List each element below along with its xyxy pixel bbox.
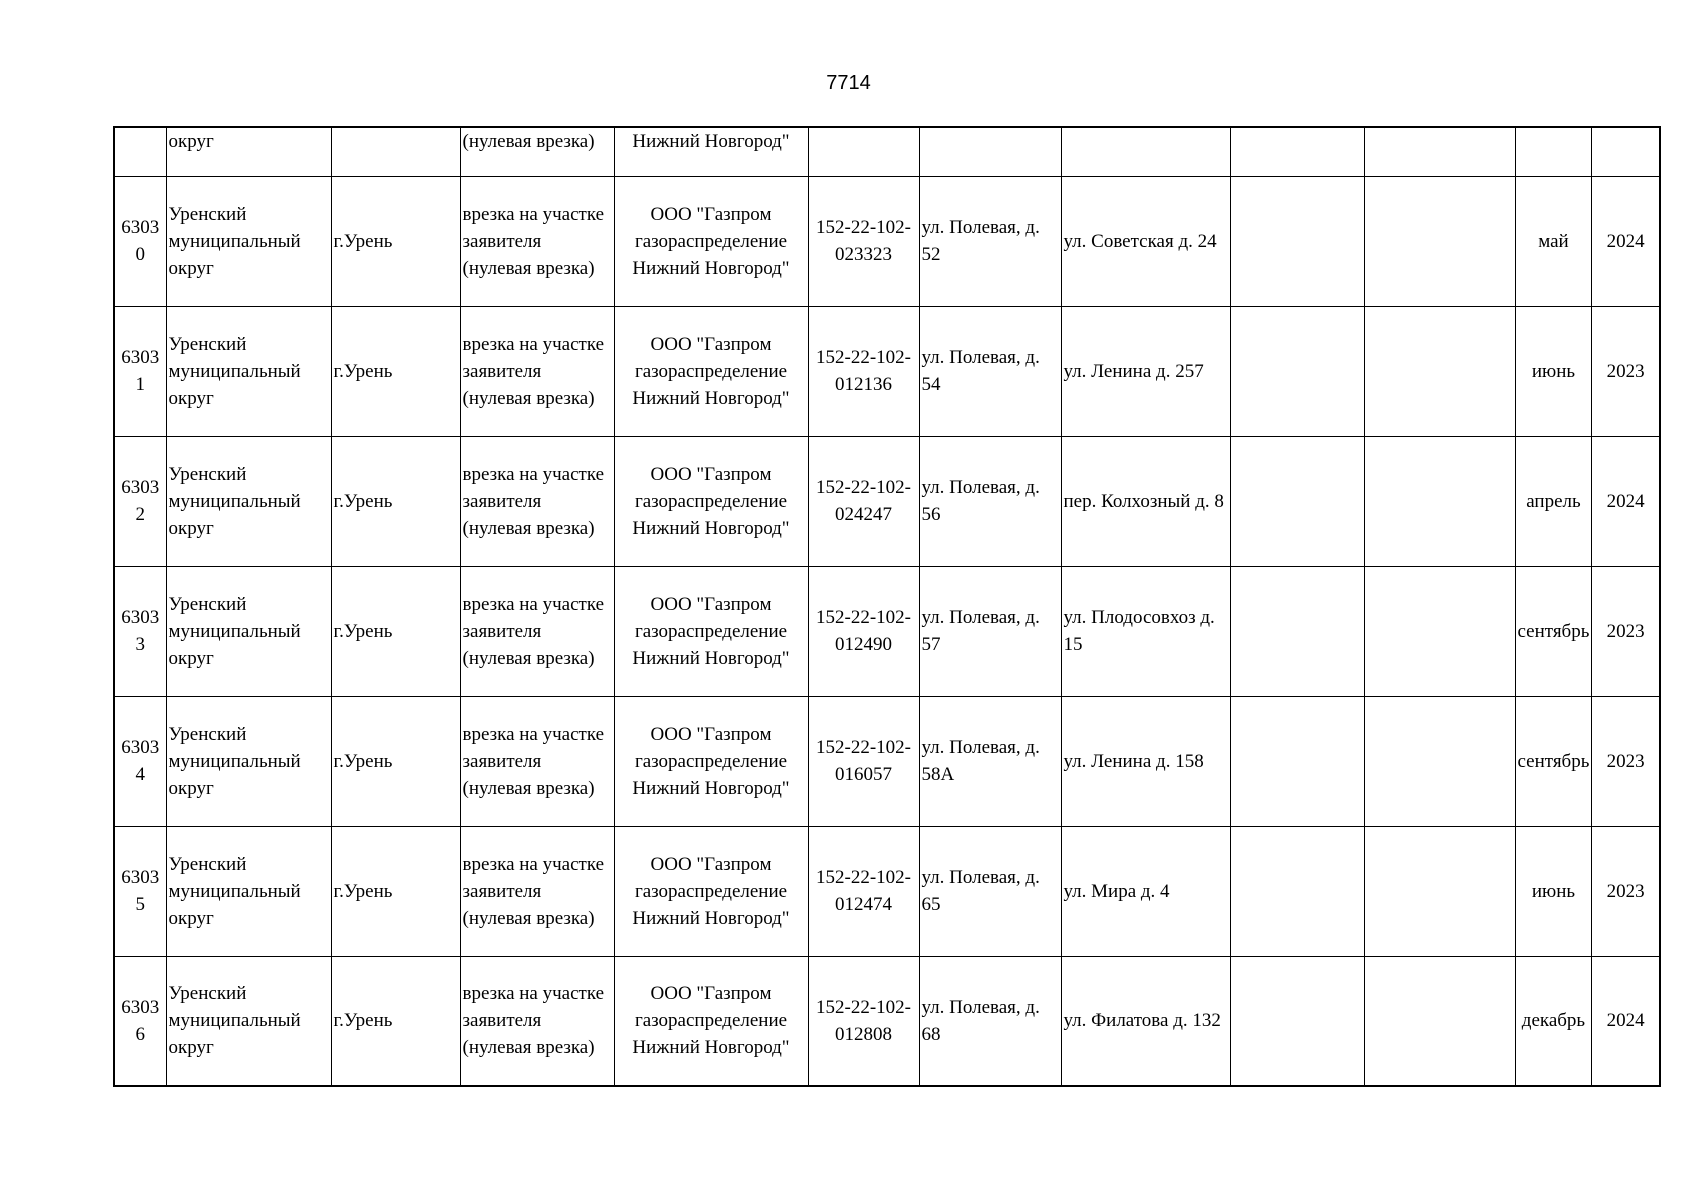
cell-organization: ООО "Газпром газораспределение Нижний Новгород" (614, 566, 808, 696)
cell-year: 2024 (1592, 176, 1660, 306)
table-row (114, 306, 1660, 436)
cell-empty-2 (1364, 436, 1515, 566)
cell-object: ул. Полевая, д. 58А (919, 696, 1061, 826)
cell-district: Уренский муниципальный округ (166, 696, 331, 826)
cell-address (1061, 127, 1230, 176)
cell-district: Уренский муниципальный округ (166, 306, 331, 436)
cell-address: ул. Ленина д. 158 (1061, 696, 1230, 826)
cell-connection-type: врезка на участке заявителя (нулевая врезка) (460, 826, 614, 956)
cell-num: 6303 4 (114, 696, 166, 826)
cell-address: ул. Советская д. 24 (1061, 176, 1230, 306)
cell-address: ул. Плодосовхоз д. 15 (1061, 566, 1230, 696)
table-row (114, 566, 1660, 696)
cell-city: г.Урень (331, 566, 460, 696)
cell-organization: ООО "Газпром газораспределение Нижний Новгород" (614, 826, 808, 956)
cell-object: ул. Полевая, д. 65 (919, 826, 1061, 956)
cell-num: 6303 1 (114, 306, 166, 436)
cell-empty-2 (1364, 566, 1515, 696)
cell-object: ул. Полевая, д. 52 (919, 176, 1061, 306)
cell-district: Уренский муниципальный округ (166, 956, 331, 1086)
cell-num: 6303 6 (114, 956, 166, 1086)
cell-connection-type: врезка на участке заявителя (нулевая врезка) (460, 956, 614, 1086)
cell-city (331, 127, 460, 176)
cell-empty-2 (1364, 826, 1515, 956)
cell-organization: ООО "Газпром газораспределение Нижний Новгород" (614, 696, 808, 826)
cell-empty-1 (1230, 436, 1364, 566)
cell-empty-2 (1364, 306, 1515, 436)
cell-district: Уренский муниципальный округ (166, 176, 331, 306)
cell-year (1592, 127, 1660, 176)
cell-month: июнь (1515, 826, 1592, 956)
cell-connection-type: врезка на участке заявителя (нулевая врезка) (460, 566, 614, 696)
cell-empty-1 (1230, 566, 1364, 696)
cell-address: пер. Колхозный д. 8 (1061, 436, 1230, 566)
page-number: 7714 (826, 72, 871, 94)
cell-connection-type: врезка на участке заявителя (нулевая врезка) (460, 176, 614, 306)
cell-object: ул. Полевая, д. 54 (919, 306, 1061, 436)
cell-city: г.Урень (331, 306, 460, 436)
table-row (114, 826, 1660, 956)
registry-table (113, 126, 1661, 1087)
cell-num (114, 127, 166, 176)
cell-year: 2024 (1592, 436, 1660, 566)
cell-city: г.Урень (331, 956, 460, 1086)
cell-code: 152-22-102- 012136 (808, 306, 919, 436)
cell-empty-1 (1230, 306, 1364, 436)
table-row (114, 956, 1660, 1086)
cell-month (1515, 127, 1592, 176)
cell-month: декабрь (1515, 956, 1592, 1086)
cell-num: 6303 3 (114, 566, 166, 696)
cell-code: 152-22-102- 012490 (808, 566, 919, 696)
registry-table-body (114, 127, 1660, 1086)
cell-month: июнь (1515, 306, 1592, 436)
cell-organization: Нижний Новгород" (614, 127, 808, 176)
cell-year: 2023 (1592, 306, 1660, 436)
cell-empty-1 (1230, 956, 1364, 1086)
cell-city: г.Урень (331, 176, 460, 306)
cell-year: 2023 (1592, 696, 1660, 826)
table-row (114, 436, 1660, 566)
cell-year: 2023 (1592, 826, 1660, 956)
cell-empty-2 (1364, 696, 1515, 826)
cell-city: г.Урень (331, 826, 460, 956)
cell-empty-1 (1230, 176, 1364, 306)
cell-empty-1 (1230, 127, 1364, 176)
cell-object: ул. Полевая, д. 57 (919, 566, 1061, 696)
cell-organization: ООО "Газпром газораспределение Нижний Новгород" (614, 956, 808, 1086)
cell-organization: ООО "Газпром газораспределение Нижний Новгород" (614, 176, 808, 306)
cell-empty-2 (1364, 956, 1515, 1086)
cell-address: ул. Ленина д. 257 (1061, 306, 1230, 436)
cell-code: 152-22-102- 024247 (808, 436, 919, 566)
cell-empty-2 (1364, 176, 1515, 306)
cell-year: 2023 (1592, 566, 1660, 696)
cell-empty-2 (1364, 127, 1515, 176)
cell-month: май (1515, 176, 1592, 306)
cell-connection-type: врезка на участке заявителя (нулевая врезка) (460, 696, 614, 826)
cell-district: Уренский муниципальный округ (166, 436, 331, 566)
table-row (114, 696, 1660, 826)
cell-district: Уренский муниципальный округ (166, 826, 331, 956)
cell-code: 152-22-102- 012808 (808, 956, 919, 1086)
cell-num: 6303 0 (114, 176, 166, 306)
cell-city: г.Урень (331, 696, 460, 826)
cell-connection-type: врезка на участке заявителя (нулевая врезка) (460, 306, 614, 436)
cell-organization: ООО "Газпром газораспределение Нижний Новгород" (614, 436, 808, 566)
cell-object: ул. Полевая, д. 56 (919, 436, 1061, 566)
cell-code: 152-22-102- 023323 (808, 176, 919, 306)
cell-district: округ (166, 127, 331, 176)
cell-month: апрель (1515, 436, 1592, 566)
cell-year: 2024 (1592, 956, 1660, 1086)
cell-code (808, 127, 919, 176)
cell-empty-1 (1230, 696, 1364, 826)
cell-object: ул. Полевая, д. 68 (919, 956, 1061, 1086)
cell-address: ул. Филатова д. 132 (1061, 956, 1230, 1086)
continued-row (114, 127, 1660, 176)
cell-month: сентябрь (1515, 696, 1592, 826)
cell-num: 6303 2 (114, 436, 166, 566)
cell-address: ул. Мира д. 4 (1061, 826, 1230, 956)
cell-object (919, 127, 1061, 176)
cell-connection-type: врезка на участке заявителя (нулевая врезка) (460, 436, 614, 566)
cell-city: г.Урень (331, 436, 460, 566)
table-row (114, 176, 1660, 306)
cell-district: Уренский муниципальный округ (166, 566, 331, 696)
cell-organization: ООО "Газпром газораспределение Нижний Новгород" (614, 306, 808, 436)
cell-empty-1 (1230, 826, 1364, 956)
cell-code: 152-22-102- 016057 (808, 696, 919, 826)
cell-connection-type: (нулевая врезка) (460, 127, 614, 176)
cell-month: сентябрь (1515, 566, 1592, 696)
cell-code: 152-22-102- 012474 (808, 826, 919, 956)
cell-num: 6303 5 (114, 826, 166, 956)
